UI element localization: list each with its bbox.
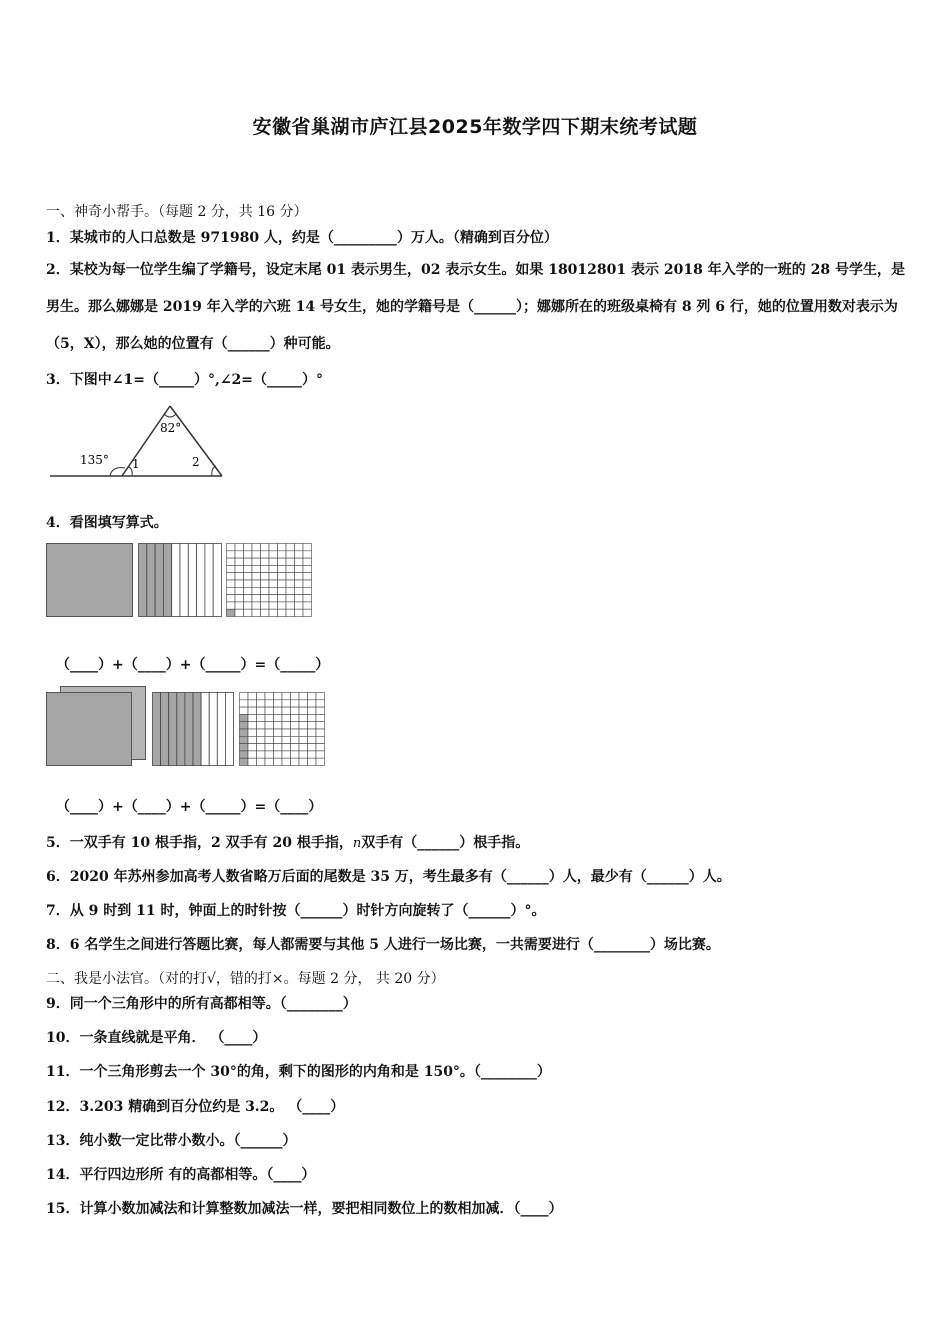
- hundredth-cell: [286, 595, 295, 602]
- hundredth-cell: [316, 751, 325, 758]
- hundredth-cell: [235, 544, 244, 551]
- hundredth-cell: [261, 573, 270, 580]
- hundredth-cell: [308, 751, 317, 758]
- hundredth-cell: [316, 729, 325, 736]
- hundredth-cell: [244, 573, 253, 580]
- hundredth-cell: [274, 758, 283, 765]
- angle-top-arc: [164, 414, 176, 417]
- hundredth-cell: [252, 551, 261, 558]
- hundredth-cell: [235, 602, 244, 609]
- question-5: [46, 834, 529, 853]
- hundredth-cell: [295, 602, 304, 609]
- question-11: 11．一个三角形剪去一个 30°的角，剩下的图形的内角和是 150°。（________）: [46, 1064, 551, 1080]
- hundredth-cell: [269, 573, 278, 580]
- hundredth-cell: [261, 595, 270, 602]
- hundredth-cell: [278, 609, 287, 616]
- tenth-strip: [185, 693, 193, 766]
- hundredth-cell: [227, 580, 236, 587]
- hundredth-cell: [269, 602, 278, 609]
- hundredth-cell: [248, 714, 257, 721]
- hundredth-cell: [265, 744, 274, 751]
- hundredth-cell: [235, 595, 244, 602]
- hundredth-cell: [286, 558, 295, 565]
- hundredth-cell: [286, 602, 295, 609]
- hundredth-cell: [269, 587, 278, 594]
- hundredth-cell: [308, 736, 317, 743]
- hundredth-cell: [299, 751, 308, 758]
- hundredth-cell: [240, 693, 249, 700]
- hundredth-cell: [274, 751, 283, 758]
- tenths-grid-1: [138, 543, 222, 617]
- hundredth-cell: [299, 758, 308, 765]
- hundredth-cell: [261, 544, 270, 551]
- tenth-strip: [163, 544, 171, 617]
- tenth-strip: [217, 693, 225, 766]
- tenth-strip: [161, 693, 169, 766]
- hundredth-cell: [240, 751, 249, 758]
- hundredth-cell: [257, 700, 266, 707]
- hundredth-cell: [240, 729, 249, 736]
- tenth-strip: [172, 544, 180, 617]
- question-1: 1．某城市的人口总数是 971980 人，约是（_________）万人。（精确到百分位）: [46, 230, 558, 246]
- hundredth-cell: [227, 573, 236, 580]
- hundredth-cell: [291, 758, 300, 765]
- question-7: 7．从 9 时到 11 时，钟面上的时针按（______）时针方向旋转了（______）°。: [46, 903, 546, 919]
- equation-1: （____）+（____）+（_____）=（_____）: [56, 657, 330, 673]
- hundredth-cell: [227, 551, 236, 558]
- hundredth-cell: [265, 707, 274, 714]
- hundredth-cell: [303, 580, 312, 587]
- hundredth-cell: [278, 602, 287, 609]
- hundredths-grid-2: [239, 692, 325, 766]
- hundredth-cell: [244, 551, 253, 558]
- hundredth-cell: [265, 751, 274, 758]
- hundredth-cell: [265, 722, 274, 729]
- hundredth-cell: [244, 558, 253, 565]
- hundredth-cell: [252, 565, 261, 572]
- hundredth-cell: [308, 729, 317, 736]
- hundredth-cell: [248, 707, 257, 714]
- hundredth-cell: [278, 565, 287, 572]
- hundredth-cell: [227, 595, 236, 602]
- hundredth-cell: [235, 551, 244, 558]
- hundredth-cell: [299, 714, 308, 721]
- hundredth-cell: [303, 602, 312, 609]
- hundredth-cell: [257, 729, 266, 736]
- hundredth-cell: [316, 758, 325, 765]
- equation-2: （____）+（____）+（_____）=（____）: [56, 799, 323, 815]
- hundredth-cell: [303, 609, 312, 616]
- hundredth-cell: [269, 609, 278, 616]
- hundredth-cell: [295, 580, 304, 587]
- question-5-part-a: 5．一双手有 10 根手指，2 双手有 20 根手指，: [46, 835, 353, 851]
- hundredth-cell: [316, 714, 325, 721]
- hundredth-cell: [295, 587, 304, 594]
- hundredth-cell: [299, 722, 308, 729]
- hundredth-cell: [248, 700, 257, 707]
- question-15: 15．计算小数加减法和计算整数加减法一样，要把相同数位上的数相加减．（____）: [46, 1201, 563, 1217]
- hundredth-cell: [269, 544, 278, 551]
- hundredth-cell: [269, 580, 278, 587]
- hundredth-cell: [308, 707, 317, 714]
- hundredth-cell: [282, 700, 291, 707]
- tenth-strip: [153, 693, 161, 766]
- tenth-strip: [205, 544, 213, 617]
- hundredth-cell: [316, 744, 325, 751]
- hundredth-cell: [291, 751, 300, 758]
- hundredth-cell: [244, 565, 253, 572]
- question-3: 3．下图中∠1=（_____）°,∠2=（_____）°: [46, 372, 324, 388]
- hundredth-cell: [278, 544, 287, 551]
- hundredth-cell: [274, 744, 283, 751]
- hundredth-cell: [295, 558, 304, 565]
- hundredth-cell: [295, 609, 304, 616]
- hundredth-cell: [257, 751, 266, 758]
- hundredth-cell: [316, 722, 325, 729]
- hundredth-cell: [295, 595, 304, 602]
- hundredth-cell: [269, 595, 278, 602]
- tenth-strip: [197, 544, 205, 617]
- question-5-part-b: 双手有（______）根手指。: [361, 835, 530, 851]
- hundredth-cell: [303, 558, 312, 565]
- hundredth-cell: [286, 580, 295, 587]
- hundredth-cell: [240, 714, 249, 721]
- hundredth-cell: [261, 551, 270, 558]
- hundredth-cell: [227, 565, 236, 572]
- hundredth-cell: [303, 595, 312, 602]
- hundredth-cell: [286, 565, 295, 572]
- hundredth-cell: [240, 744, 249, 751]
- hundredth-cell: [308, 758, 317, 765]
- hundredth-cell: [252, 609, 261, 616]
- hundredth-cell: [261, 587, 270, 594]
- section-1-header: 一、神奇小帮手。（每题 2 分，共 16 分）: [46, 204, 308, 220]
- hundredth-cell: [282, 693, 291, 700]
- hundredth-cell: [299, 693, 308, 700]
- hundredth-cell: [257, 707, 266, 714]
- hundredth-cell: [261, 580, 270, 587]
- hundredth-cell: [235, 558, 244, 565]
- hundredths-grid-1: [226, 543, 312, 617]
- hundredth-cell: [282, 722, 291, 729]
- hundredth-cell: [286, 544, 295, 551]
- hundredth-cell: [261, 602, 270, 609]
- hundredth-cell: [316, 700, 325, 707]
- hundredth-cell: [299, 729, 308, 736]
- hundredth-cell: [278, 551, 287, 558]
- hundredth-cell: [240, 758, 249, 765]
- hundredth-cell: [240, 722, 249, 729]
- hundredth-cell: [235, 565, 244, 572]
- hundredth-cell: [257, 736, 266, 743]
- hundredth-cell: [308, 714, 317, 721]
- hundredth-cell: [235, 587, 244, 594]
- tenth-strip: [169, 693, 177, 766]
- hundredth-cell: [303, 565, 312, 572]
- question-10: 10．一条直线就是平角． （____）: [46, 1030, 267, 1046]
- hundredth-cell: [278, 580, 287, 587]
- hundredth-cell: [303, 573, 312, 580]
- hundredth-cell: [274, 714, 283, 721]
- question-2: 2．某校为每一位学生编了学籍号，设定末尾 01 表示男生，02 表示女生。如果 18012801 表示 2018 年入学的一班的 28 号学生，是男生。那么娜娜是 2019 年入学的六班 14 号女生，她的学籍号是（______）；娜娜所在的班级桌椅有 8 列 6 行，她的位置用数对表示为（5，X），那么她的位置有（______）种可能。: [46, 262, 905, 352]
- hundredth-cell: [303, 544, 312, 551]
- hundredth-cell: [291, 729, 300, 736]
- hundredth-cell: [257, 714, 266, 721]
- hundredth-cell: [282, 729, 291, 736]
- hundredth-cell: [278, 595, 287, 602]
- hundredth-cell: [291, 707, 300, 714]
- hundredth-cell: [282, 736, 291, 743]
- hundredth-cell: [248, 729, 257, 736]
- hundredth-cell: [235, 609, 244, 616]
- variable-n: n: [352, 836, 362, 851]
- tenth-strip: [201, 693, 209, 766]
- section-2-header: 二、我是小法官。（对的打√，错的打×。每题 2 分， 共 20 分）: [46, 971, 445, 987]
- whole-square-2: [46, 692, 132, 766]
- hundredth-cell: [248, 722, 257, 729]
- question-13: 13．纯小数一定比带小数小。（______）: [46, 1133, 297, 1149]
- hundredth-cell: [244, 544, 253, 551]
- hundredth-cell: [316, 707, 325, 714]
- hundredth-cell: [244, 580, 253, 587]
- hundredth-cell: [299, 736, 308, 743]
- hundredth-cell: [227, 558, 236, 565]
- hundredth-cell: [252, 573, 261, 580]
- hundredth-cell: [269, 558, 278, 565]
- hundredth-cell: [248, 736, 257, 743]
- tenths-grid-2: [152, 692, 234, 766]
- hundredth-cell: [235, 573, 244, 580]
- hundredth-cell: [286, 609, 295, 616]
- hundredth-cell: [303, 551, 312, 558]
- hundredth-cell: [257, 758, 266, 765]
- hundredth-cell: [252, 558, 261, 565]
- hundredth-cell: [295, 573, 304, 580]
- hundredth-cell: [295, 544, 304, 551]
- hundredth-cell: [295, 565, 304, 572]
- tenth-strip: [180, 544, 188, 617]
- hundredth-cell: [240, 707, 249, 714]
- hundredth-cell: [269, 551, 278, 558]
- hundredth-cell: [265, 758, 274, 765]
- hundredth-cell: [316, 736, 325, 743]
- tenth-strip: [225, 693, 233, 766]
- question-6: 6．2020 年苏州参加高考人数省略万后面的尾数是 35 万，考生最多有（______）人，最少有（______）人。: [46, 869, 731, 885]
- hundredth-cell: [274, 707, 283, 714]
- tenth-strip: [155, 544, 163, 617]
- hundredth-cell: [244, 587, 253, 594]
- hundredth-cell: [257, 693, 266, 700]
- hundredth-cell: [240, 736, 249, 743]
- hundredth-cell: [291, 700, 300, 707]
- hundredth-cell: [316, 693, 325, 700]
- page-title: 安徽省巢湖市庐江县2025年数学四下期末统考试题: [252, 116, 698, 138]
- hundredth-cell: [282, 707, 291, 714]
- question-12: 12．3.203 精确到百分位约是 3.2。 （____）: [46, 1099, 345, 1115]
- hundredth-cell: [308, 693, 317, 700]
- hundredth-cell: [269, 565, 278, 572]
- hundredth-cell: [244, 609, 253, 616]
- tenth-strip: [193, 693, 201, 766]
- hundredth-cell: [252, 544, 261, 551]
- hundredth-cell: [308, 722, 317, 729]
- tenth-strip: [177, 693, 185, 766]
- hundredth-cell: [278, 558, 287, 565]
- tenth-strip: [209, 693, 217, 766]
- triangle-figure: [46, 398, 236, 484]
- angle-1-label: 1: [132, 457, 140, 471]
- hundredth-cell: [274, 700, 283, 707]
- hundredth-cell: [240, 700, 249, 707]
- hundredth-cell: [308, 744, 317, 751]
- hundredth-cell: [257, 722, 266, 729]
- hundredth-cell: [265, 729, 274, 736]
- hundredth-cell: [252, 587, 261, 594]
- hundredth-cell: [299, 744, 308, 751]
- hundredth-cell: [261, 609, 270, 616]
- hundredth-cell: [248, 758, 257, 765]
- hundredth-cell: [265, 714, 274, 721]
- hundredth-cell: [265, 736, 274, 743]
- hundredth-cell: [282, 751, 291, 758]
- hundredth-cell: [252, 580, 261, 587]
- hundredth-cell: [248, 744, 257, 751]
- hundredth-cell: [252, 602, 261, 609]
- hundredth-cell: [227, 544, 236, 551]
- hundredth-cell: [274, 729, 283, 736]
- hundredth-cell: [282, 758, 291, 765]
- hundredth-cell: [286, 573, 295, 580]
- hundredth-cell: [252, 595, 261, 602]
- question-4: 4．看图填写算式。: [46, 515, 168, 531]
- hundredth-cell: [248, 751, 257, 758]
- hundredth-cell: [291, 714, 300, 721]
- hundredth-cell: [248, 693, 257, 700]
- hundredth-cell: [299, 700, 308, 707]
- triangle-left-side: [122, 406, 170, 476]
- angle-top-label: 82°: [160, 421, 182, 435]
- hundredth-cell: [274, 736, 283, 743]
- hundredth-cell: [235, 580, 244, 587]
- hundredth-cell: [282, 744, 291, 751]
- hundredth-cell: [303, 587, 312, 594]
- hundredth-cell: [227, 587, 236, 594]
- hundredth-cell: [299, 707, 308, 714]
- hundredth-cell: [291, 736, 300, 743]
- tenth-strip: [188, 544, 196, 617]
- hundredth-cell: [261, 558, 270, 565]
- hundredth-cell: [261, 565, 270, 572]
- question-8: 8．6 名学生之间进行答题比赛，每人都需要与其他 5 人进行一场比赛，一共需要进行（________）场比赛。: [46, 937, 720, 953]
- angle-ext-label: 135°: [80, 453, 109, 467]
- whole-square-1: [46, 543, 133, 617]
- question-9: 9．同一个三角形中的所有高都相等。（________）: [46, 996, 357, 1012]
- hundredth-cell: [308, 700, 317, 707]
- hundredth-cell: [274, 693, 283, 700]
- hundredth-cell: [278, 587, 287, 594]
- hundredth-cell: [286, 551, 295, 558]
- hundredth-cell: [286, 587, 295, 594]
- hundredth-cell: [278, 573, 287, 580]
- hundredth-cell: [257, 744, 266, 751]
- hundredth-cell: [244, 595, 253, 602]
- hundredth-cell: [291, 722, 300, 729]
- hundredth-cell: [265, 693, 274, 700]
- hundredth-cell: [227, 602, 236, 609]
- hundredth-cell: [291, 744, 300, 751]
- hundredth-cell: [295, 551, 304, 558]
- hundredth-cell: [274, 722, 283, 729]
- hundredth-cell: [291, 693, 300, 700]
- angle-2-label: 2: [192, 455, 200, 469]
- question-14: 14．平行四边形所 有的高都相等。（____）: [46, 1167, 316, 1183]
- hundredth-cell: [282, 714, 291, 721]
- hundredth-cell: [227, 609, 236, 616]
- tenth-strip: [213, 544, 221, 617]
- tenth-strip: [139, 544, 147, 617]
- hundredth-cell: [244, 602, 253, 609]
- tenth-strip: [147, 544, 155, 617]
- hundredth-cell: [265, 700, 274, 707]
